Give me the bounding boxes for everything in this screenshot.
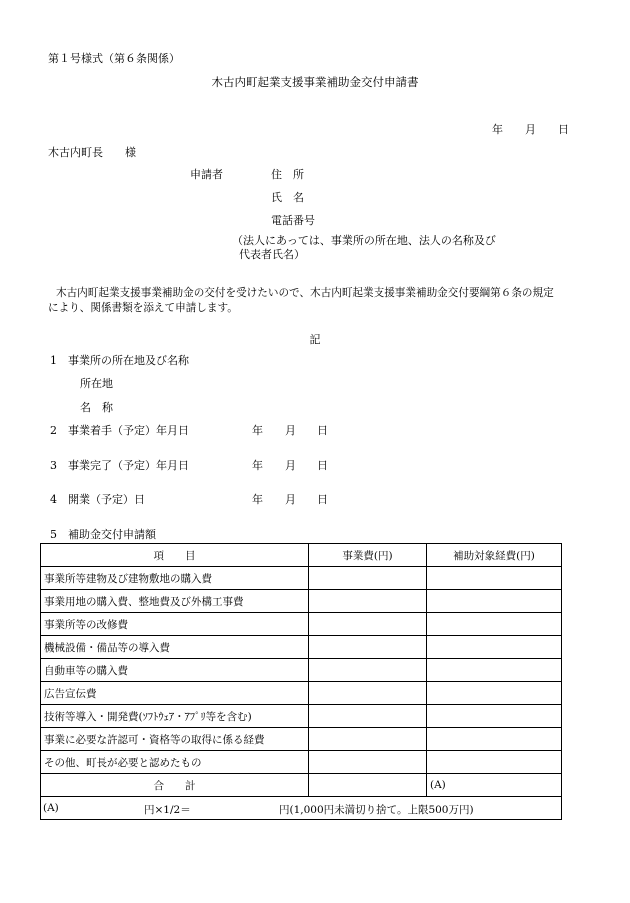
table-row: [41, 567, 562, 590]
applicant-label: 申請者: [190, 168, 223, 181]
item-2-month: 月: [285, 424, 296, 437]
calc-formula: 円×1/2＝: [144, 804, 191, 816]
project-cost-cell[interactable]: [309, 590, 427, 613]
table-row: [41, 636, 562, 659]
eligible-cost-cell[interactable]: [427, 751, 562, 774]
item-2-label: 事業着手（予定）年月日: [68, 424, 189, 437]
project-cost-cell[interactable]: [309, 682, 427, 705]
item-2-year: 年: [252, 424, 263, 437]
header-item: 項 目: [41, 544, 309, 567]
item-5-label: 補助金交付申請額: [68, 528, 156, 541]
total-eligible-cost-cell[interactable]: (A): [427, 774, 562, 797]
project-cost-cell[interactable]: [309, 636, 427, 659]
table-row: [41, 751, 562, 774]
item-4-number: 4: [50, 493, 57, 506]
item-4-day: 日: [317, 493, 328, 506]
expense-table: [40, 543, 562, 820]
table-row: [41, 659, 562, 682]
eligible-cost-cell[interactable]: [427, 659, 562, 682]
applicant-note-1: （法人にあっては、事業所の所在地、法人の名称及び: [232, 234, 496, 247]
table-row: [41, 590, 562, 613]
calculation-row: [41, 797, 562, 820]
calc-result: 円(1,000円未満切り捨て。上限500万円): [279, 804, 474, 816]
item-3-label: 事業完了（予定）年月日: [68, 459, 189, 472]
body-text-1: 木古内町起業支援事業補助金の交付を受けたいので、木古内町起業支援事業補助金交付要綱第６条の規定: [56, 287, 554, 299]
header-project-cost: 事業費(円): [309, 544, 427, 567]
row-label: その他、町長が必要と認めたもの: [41, 751, 309, 774]
eligible-cost-cell[interactable]: [427, 590, 562, 613]
row-label: 事業に必要な許認可・資格等の取得に係る経費: [41, 728, 309, 751]
item-2-number: 2: [50, 424, 57, 437]
row-label: 事業所等建物及び建物敷地の購入費: [41, 567, 309, 590]
item-3-year: 年: [252, 459, 263, 472]
project-cost-cell[interactable]: [309, 567, 427, 590]
item-5-number: 5: [50, 528, 57, 541]
date-day: 日: [558, 123, 569, 136]
project-cost-cell[interactable]: [309, 728, 427, 751]
location-label: 所在地: [80, 377, 113, 390]
row-label: 事業所等の改修費: [41, 613, 309, 636]
header-eligible-cost: 補助対象経費(円): [427, 544, 562, 567]
calc-a-mark: (A): [43, 802, 59, 814]
eligible-cost-cell[interactable]: [427, 705, 562, 728]
eligible-cost-cell[interactable]: [427, 682, 562, 705]
total-project-cost-cell[interactable]: [309, 774, 427, 797]
project-cost-cell[interactable]: [309, 705, 427, 728]
item-1-number: 1: [50, 354, 57, 367]
project-cost-cell[interactable]: [309, 751, 427, 774]
name-label: 氏 名: [271, 191, 304, 204]
project-cost-cell[interactable]: [309, 659, 427, 682]
eligible-cost-cell[interactable]: [427, 613, 562, 636]
item-1-label: 事業所の所在地及び名称: [68, 354, 189, 367]
applicant-note-2: 代表者氏名）: [239, 248, 305, 261]
row-label: 自動車等の購入費: [41, 659, 309, 682]
form-number: 第１号様式（第６条関係）: [48, 52, 180, 65]
address-label: 住 所: [271, 168, 304, 181]
item-2-day: 日: [317, 424, 328, 437]
item-4-month: 月: [285, 493, 296, 506]
phone-label: 電話番号: [271, 214, 315, 227]
row-label: 事業用地の購入費、整地費及び外構工事費: [41, 590, 309, 613]
row-label: 広告宣伝費: [41, 682, 309, 705]
business-name-label: 名 称: [80, 401, 113, 414]
date-month: 月: [525, 123, 536, 136]
date-year: 年: [492, 123, 503, 136]
eligible-cost-cell[interactable]: [427, 636, 562, 659]
document-title: 木古内町起業支援事業補助金交付申請書: [211, 75, 419, 89]
table-row: [41, 705, 562, 728]
item-4-year: 年: [252, 493, 263, 506]
row-label: 機械設備・備品等の導入費: [41, 636, 309, 659]
item-3-number: 3: [50, 459, 57, 472]
item-3-day: 日: [317, 459, 328, 472]
body-text-2: により、関係書類を添えて申請します。: [48, 302, 238, 314]
eligible-cost-cell[interactable]: [427, 567, 562, 590]
row-label: 技術等導入・開発費(ｿﾌﾄｳｪｱ・ｱﾌﾟﾘ等を含む): [41, 705, 309, 728]
addressee: 木古内町長 様: [48, 146, 136, 159]
table-row: [41, 682, 562, 705]
table-row: [41, 613, 562, 636]
item-4-label: 開業（予定）日: [68, 493, 145, 506]
project-cost-cell[interactable]: [309, 613, 427, 636]
ki-label: 記: [309, 333, 321, 346]
calculation-cell[interactable]: [41, 797, 562, 820]
eligible-cost-cell[interactable]: [427, 728, 562, 751]
table-row: [41, 728, 562, 751]
item-3-month: 月: [285, 459, 296, 472]
total-label: 合 計: [41, 774, 309, 797]
total-row: [41, 774, 562, 797]
table-header-row: [41, 544, 562, 567]
